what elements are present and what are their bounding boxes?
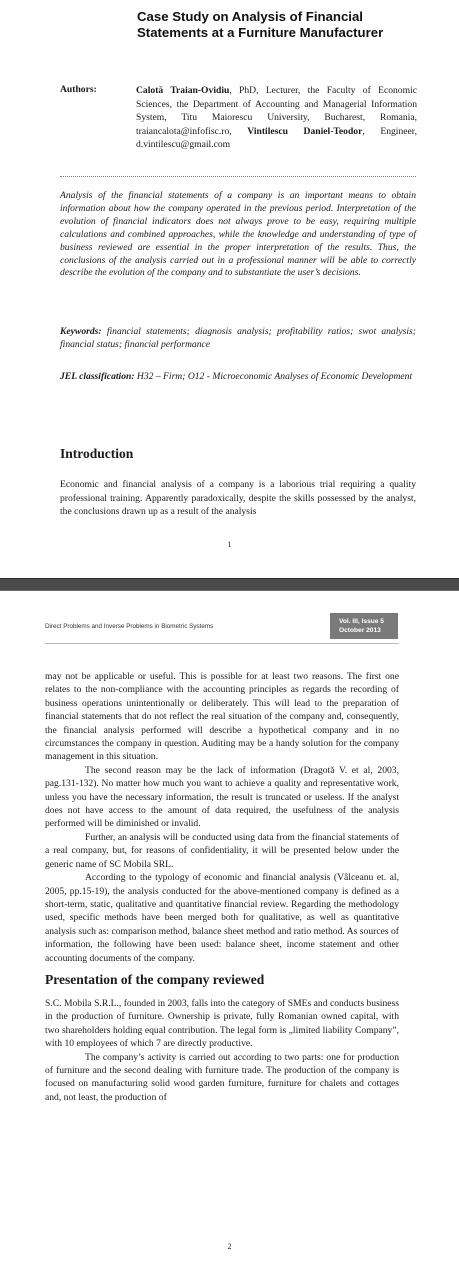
journal-header: Direct Problems and Inverse Problems in Biometric Systems [45, 623, 214, 630]
page-number: 1 [227, 540, 232, 549]
abstract: Analysis of the financial statements of a company is an important means to obtain information about how the company operated in the previous period. Interpretation of the evolution of financial indicators does not always prove to be easy, requiring multiple calculations and combined approaches, while the knowledge and understanding of type of business reviewed are essential in the proper interpretation of the results. Thus, the conclusions of the analysis carried out in a professional manner will be able to correctly describe the evolution of the company and to substantiate the user’s decisions. [60, 190, 416, 279]
volume-date: October 2013 [339, 627, 381, 634]
section-heading: Presentation of the company reviewed [45, 971, 265, 987]
jel-label: JEL classification: [60, 371, 135, 382]
keywords-label: Keywords: [60, 326, 102, 337]
paragraph: may not be applicable or useful. This is possible for at least two reasons. The first one relates to the non-compliance with the accounting principles as regards the recording of business operations unintentionally or deliberately. This will lead to the preparation of financial statements that do not reflect the real situation of the company and, consequently, the financial analysis performed will describe a hypothetical company and in no circumstances the company in question. Auditing may be a handy solution for the company management in this situation. [45, 671, 399, 763]
authors-text [136, 84, 417, 152]
page-separator [0, 578, 459, 591]
paragraph: S.C. Mobila S.R.L., founded in 2003, falls into the category of SMEs and conducts business in the production of furniture. Ownership is private, fully Romanian owned capital, with two shareholders holding equal contribution. The legal form is „limited liability Company”, with 10 employees of which 7 are directly productive. [45, 997, 399, 1050]
keywords [60, 325, 416, 351]
jel-codes: H32 – Firm; O12 - Microeconomic Analyses of Economic Development [134, 371, 413, 382]
introduction-heading: Introduction [60, 446, 134, 461]
jel-classification [60, 370, 416, 383]
paper-title: Case Study on Analysis of Financial Statements at a Furniture Manufacturer [137, 9, 384, 40]
keywords-list: financial statements; diagnosis analysis; profitability ratios; swot analysis; financial status; financial performance [60, 326, 416, 350]
introduction-paragraph: Economic and financial analysis of a company is a laborious trial requiring a quality professional training. Apparently paradoxically, despite the skills possessed by the analyst, the conclusions drawn up as a result of the analysis [60, 479, 416, 517]
page-number: 2 [227, 1242, 232, 1251]
paragraph: Further, an analysis will be conducted using data from the financial statements of a real company, but, for reasons of confidentiality, it will be presented below under the generic name of SC Mobila SRL. [45, 831, 399, 870]
page-2 [0, 591, 459, 1286]
author-name-2: Vintilescu Daniel-Teodor [247, 125, 363, 137]
divider [60, 176, 416, 177]
author-affiliation: , PhD, Lecturer, the Faculty of Economic Sciences, the Department of Accounting and Managerial Information System, Titu Maiorescu University, Bucharest, Romania, traiancalota@infofisc.ro, [136, 85, 417, 137]
paragraph: According to the typology of economic and financial analysis (Vâlceanu et. al, 2005, pp.15-19), the analysis conducted for the above-mentioned company is defined as a short-term, static, qualitative and quantitative financial review. Regarding the methodology used, specific methods have been merged both for qualitative, as well as quantitative analysis such as: comparison method, balance sheet method and ratio method. As sources of information, the following have been used: balance sheet, income statement and other accounting documents of the company. [45, 872, 399, 964]
volume-badge [330, 613, 398, 639]
paragraph: The second reason may be the lack of information (Dragotă V. et al, 2003, pag.131-132). No matter how much you want to achieve a quality and representative work, unless you have the necessary information, the result is truncated or useless. If the analyst does not have access to the amount of data required, the usefulness of the analysis performed will be diminished or invalid. [45, 764, 399, 830]
author-name-1: Calotă Traian-Ovidiu [136, 85, 230, 96]
paragraph: The company’s activity is carried out according to two parts: one for production of furniture and the second dealing with furniture trade. The production of the company is focused on manufacturing solid wood garden furniture, furniture for chalets and cottages and, not least, the production of [45, 1051, 399, 1103]
authors-label: Authors: [60, 84, 97, 95]
page-2-body [45, 670, 399, 1104]
page-1 [0, 0, 459, 578]
header-divider [45, 643, 399, 644]
volume-issue: Vol. III, Issue 5 [339, 618, 384, 625]
author-2-details: , Engineer, d.vintilescu@gmail.com [136, 125, 417, 151]
